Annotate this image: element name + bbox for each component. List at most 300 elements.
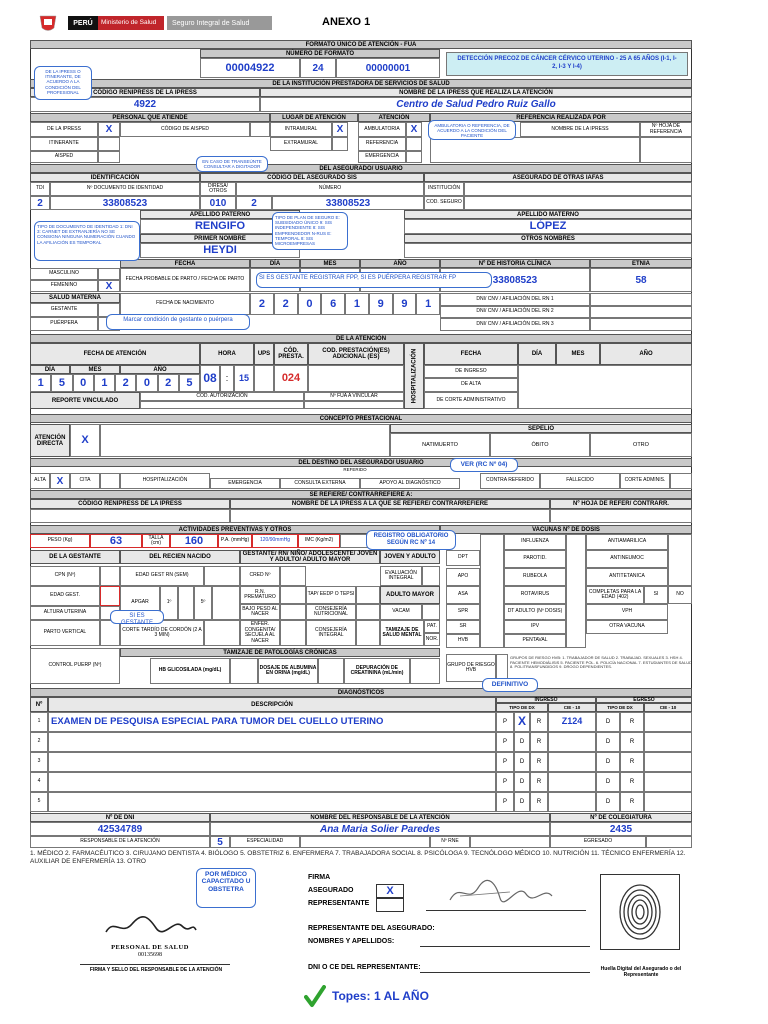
preventive-section: ACTIVIDADES PREVENTIVAS Y OTROS: [30, 525, 440, 534]
vac-antitetanica: ANTITETANICA: [586, 568, 668, 586]
attention-ambulatory: AMBULATORIA: [358, 122, 406, 137]
diag-row-egr-cie[interactable]: [644, 772, 692, 792]
diag-row-num: 1: [30, 712, 48, 732]
ver-note: VER (RC Nº 04): [450, 458, 518, 472]
diag-cie2: CIE - 10: [644, 703, 692, 712]
diag-row-cie[interactable]: [548, 772, 596, 792]
vac-spr: SPR: [446, 604, 480, 620]
diag-cie: CIE - 10: [548, 703, 596, 712]
diag-row-d: D: [514, 752, 530, 772]
diag-row-r: R: [530, 732, 548, 752]
diag-row-p: P: [496, 732, 514, 752]
rn-corte-box[interactable]: [204, 620, 240, 646]
attention-digit: 0: [136, 374, 157, 392]
diag-row-egr-d: D: [596, 792, 620, 812]
fua-link-label: Nº FUA A VINCULAR: [304, 392, 404, 401]
vac-hvb: HVB: [446, 634, 480, 648]
maternal-gestante: GESTANTE: [30, 303, 98, 317]
format-number-label: NÚMERO DE FORMATO: [200, 49, 440, 58]
diag-row-egr-cie[interactable]: [644, 792, 692, 812]
diag-rows: [30, 712, 692, 812]
table-row: [30, 772, 692, 792]
colegiatura-label: Nº DE COLEGIATURA: [550, 813, 692, 822]
diag-row-p: P: [496, 752, 514, 772]
weight-label: PESO (Kg): [30, 534, 90, 548]
burial-stillborn: NATIMUERTO: [390, 433, 490, 457]
diag-row-p: P: [496, 792, 514, 812]
auth-code-label: COD. AUTORIZACIÓN: [140, 392, 304, 401]
apgar-1: 1º: [160, 586, 178, 620]
specialty-value[interactable]: [300, 836, 430, 848]
por-medico-note: POR MÉDICO CAPACITADO U OBSTETRA: [196, 868, 256, 908]
form-title: FORMATO ÚNICO DE ATENCIÓN - FUA: [30, 40, 692, 49]
pa-value: 120/90mmHg: [252, 534, 298, 548]
joven-eval: EVALUACIÓN INTEGRAL: [380, 566, 422, 586]
destiny-support: APOYO AL DIAGNÓSTICO: [360, 478, 460, 489]
mid-nutri-box[interactable]: [356, 604, 380, 620]
hosp-alta: DE ALTA: [424, 378, 518, 392]
paternal-name: RENGIFO: [140, 219, 300, 234]
vac-rubeola: RUBEOLA: [504, 568, 566, 586]
mid-tap-box[interactable]: [356, 586, 380, 604]
sis-number: 33808523: [272, 196, 424, 210]
staff-ipress-mark[interactable]: X: [98, 122, 120, 137]
diag-row-num: 5: [30, 792, 48, 812]
diag-row-p: P: [496, 712, 514, 732]
fingerprint-caption: Huella Digital del Asegurado o del Representante: [600, 966, 682, 978]
vac-completas: COMPLETAS PARA LA EDAD (402): [586, 586, 644, 604]
hosp-values[interactable]: [518, 365, 692, 409]
attention-digit: 5: [179, 374, 200, 392]
date-col-month: MES: [300, 259, 360, 268]
first-name-label: PRIMER NOMBRE: [140, 234, 300, 243]
birth-digit: 2: [274, 293, 298, 315]
concept-space: [100, 424, 390, 457]
birth-digits: [250, 293, 440, 315]
destiny-external: CONSULTA EXTERNA: [280, 478, 360, 489]
mid-integral-box[interactable]: [356, 620, 380, 646]
joven-eval-box[interactable]: [422, 566, 440, 586]
vac-col1-boxes[interactable]: [480, 534, 504, 648]
ipress-code-label: CÓDIGO RENIPRESS DE LA IPRESS: [30, 88, 260, 97]
chronic-hb: HB GLICOSILADA (mg/dL): [150, 658, 230, 684]
program-box: DETECCIÓN PRECOZ DE CÁNCER CÉRVICO UTERINO - 25 A 65 AÑOS (I-1, I-2, I-3 Y I-4): [446, 52, 688, 76]
mid-prem: R.N. PREMATURO: [240, 586, 280, 604]
format-number-3: 00000001: [336, 58, 440, 78]
staff-label: PERSONAL QUE ATIENDE: [30, 113, 270, 122]
vac-rotavirus: ROTAVIRUS: [504, 586, 566, 604]
egresado-label: EGRESADO: [550, 836, 646, 848]
attention-hour-sep: :: [220, 365, 234, 392]
burial-label: SEPELIO: [390, 424, 692, 433]
resp-label: RESPONSABLE DE LA ATENCIÓN: [30, 836, 210, 848]
attention-emergency-box[interactable]: [406, 151, 422, 163]
vac-col2-boxes[interactable]: [566, 534, 586, 648]
diag-row-egr-d: D: [596, 772, 620, 792]
other-names-value[interactable]: [404, 243, 692, 258]
mid-cred: CRED Nº: [240, 566, 280, 586]
vaccines-section: VACUNAS Nº DE DOSIS: [440, 525, 692, 534]
attention-digit: 1: [30, 374, 51, 392]
fingerprint-box: [600, 874, 680, 950]
rn-row-1-value[interactable]: [590, 293, 692, 306]
diag-row-d-mark[interactable]: X: [514, 712, 530, 732]
mid-cred-box[interactable]: [280, 566, 306, 586]
diag-row-egr-cie[interactable]: [644, 732, 692, 752]
check-icon: [304, 985, 326, 1009]
ref-sheet-label: Nº HOJA DE REFERENCIA: [640, 122, 692, 137]
mid-bajo-box[interactable]: [280, 604, 306, 620]
diag-row-desc[interactable]: [48, 732, 496, 752]
vac-no[interactable]: NO: [668, 586, 692, 604]
vac-influenza: INFLUENZA: [504, 534, 566, 550]
weight-value: 63: [90, 534, 142, 548]
gest-cpn-box[interactable]: [100, 566, 120, 586]
sex-male: MASCULINO: [30, 268, 98, 280]
ethnic-label: ETNIA: [590, 259, 692, 268]
vac-col3-boxes[interactable]: [668, 534, 692, 586]
colegiatura-value: 2435: [550, 822, 692, 836]
diag-row-desc[interactable]: [48, 772, 496, 792]
rn-edad-box[interactable]: [204, 566, 240, 586]
hosp-col-day: DÍA: [518, 343, 556, 365]
staff-row-ipress: DE LA IPRESS: [30, 122, 98, 137]
attention-digit: 5: [51, 374, 72, 392]
rn-apgar: APGAR: [120, 586, 160, 620]
format-number-1: 00004922: [200, 58, 300, 78]
fingerprint-icon: [616, 882, 664, 942]
place-label: LUGAR DE ATENCIÓN: [270, 113, 358, 122]
cod-seguro-label: COD. SEGURO: [424, 196, 464, 210]
diag-num: Nº: [30, 697, 48, 712]
vac-dpt: DPT: [446, 550, 480, 566]
chronic-albumin: DOSAJE DE ALBUMINA EN ORINA (mg/dL): [258, 658, 318, 684]
ref-col-code: CÓDIGO RENIPRESS DE LA IPRESS: [30, 499, 230, 509]
joven-mental: TAMIZAJE DE SALUD MENTAL: [380, 620, 424, 646]
diag-row-r: R: [530, 772, 548, 792]
linked-report: REPORTE VINCULADO: [30, 392, 140, 409]
diag-row-desc[interactable]: [48, 752, 496, 772]
institution-value[interactable]: [464, 182, 692, 196]
vac-dt: DT ADULTO (Nº DOSIS): [504, 604, 566, 620]
staff-aisped-box[interactable]: [98, 151, 120, 163]
birth-digit: 6: [321, 293, 345, 315]
ref-sheet-value[interactable]: [640, 137, 692, 163]
ambulatory-note: AMBULATORIA O REFERENCIA, DE ACUERDO A LA CONDICIÓN DEL PACIENTE: [428, 120, 516, 140]
destiny-section: DEL DESTINO DEL ASEGURADO/ USUARIO: [30, 458, 692, 467]
resp-name-label: NOMBRE DEL RESPONSABLE DE LA ATENCIÓN: [210, 813, 550, 822]
gest-parto: PARTO VERTICAL: [30, 620, 100, 646]
other-names-label: OTROS NOMBRES: [404, 234, 692, 243]
rn-row-3: DNI/ CNV / AFILIACIÓN DEL RN 3: [440, 318, 590, 331]
rn-col: DEL RECIEN NACIDO: [120, 550, 240, 564]
vac-vph: VPH: [586, 604, 668, 620]
rep-dni-line: [420, 972, 590, 973]
mid-integral: CONSEJERÍA INTEGRAL: [306, 620, 356, 646]
direct-attention-mark[interactable]: X: [70, 424, 100, 457]
gest-cpn: CPN (Nº): [30, 566, 100, 586]
date-col-year: AÑO: [360, 259, 440, 268]
gest-edad-box[interactable]: [100, 586, 120, 606]
tdi-label: TDI: [30, 182, 50, 196]
hosp-col-year: AÑO: [600, 343, 692, 365]
destiny-hospital: HOSPITALIZACIÓN: [120, 473, 210, 489]
rne-value[interactable]: [470, 836, 550, 848]
birth-digit: 9: [393, 293, 417, 315]
imc-label: IMC (Kg/m2): [298, 534, 340, 548]
place-extramural-box[interactable]: [332, 137, 348, 151]
si-gestante-note: SI ES GESTANTE: [110, 610, 164, 624]
other-iafas-label: ASEGURADO DE OTRAS IAFAS: [424, 173, 692, 182]
number-label: NÚMERO: [236, 182, 424, 196]
ref-code-value[interactable]: [30, 509, 230, 523]
ref-col-name: NOMBRE DE LA IPRESS A LA QUE SE REFIERE/ CONTRARREFIERE: [230, 499, 550, 509]
destiny-cut-box[interactable]: [670, 473, 692, 489]
ipress-name: Centro de Salud Pedro Ruiz Gallo: [260, 97, 692, 112]
birth-digit: 2: [250, 293, 274, 315]
table-row: [30, 712, 692, 732]
destiny-cut: CORTE ADMINIS.: [620, 473, 670, 489]
diag-row-desc[interactable]: [48, 792, 496, 812]
stamp-caption-line: [80, 964, 230, 965]
topes-label: Topes:: [332, 989, 371, 1003]
birth-digit: 0: [298, 293, 322, 315]
height-value: 160: [170, 534, 218, 548]
insured-mark[interactable]: X: [376, 884, 404, 898]
signature-line: [426, 910, 586, 911]
diag-desc: DESCRIPCIÓN: [48, 697, 496, 712]
vac-yes[interactable]: SI: [644, 586, 668, 604]
diag-row-num: 4: [30, 772, 48, 792]
ref-name-value[interactable]: [230, 509, 550, 523]
dni-label: Nº DE DNI: [30, 813, 210, 822]
ministry-label: Ministerio de Salud: [98, 16, 164, 30]
diag-row-egr-d: D: [596, 732, 620, 752]
table-row: [30, 752, 692, 772]
joven-col: JOVEN Y ADULTO: [380, 550, 440, 564]
date-col-day: DÍA: [250, 259, 300, 268]
ref-ipress-value[interactable]: [430, 137, 640, 163]
rn-row-2: DNI/ CNV / AFILIACIÓN DEL RN 2: [440, 306, 590, 318]
identification-label: IDENTIFICACIÓN: [30, 173, 200, 182]
birth-digit: 9: [369, 293, 393, 315]
joven-vacam: VACAM: [380, 604, 422, 620]
signature-label: FIRMA: [308, 874, 331, 881]
maternal-note: Marcar condición de gestante o puérpera: [106, 314, 250, 330]
apgar-1-box[interactable]: [178, 586, 194, 620]
diag-ingreso: INGRESO: [496, 697, 596, 703]
chronic-albumin-box[interactable]: [318, 658, 344, 684]
staff-itinerant-box[interactable]: [98, 137, 120, 151]
hosp-col-month: MES: [556, 343, 600, 365]
doc-number: 33808523: [50, 196, 200, 210]
rn-edad: EDAD GEST RN (SEM): [120, 566, 204, 586]
destiny-emergency: EMERGENCIA: [210, 478, 280, 489]
egresado-value[interactable]: [646, 836, 692, 848]
ups-value[interactable]: [254, 365, 274, 392]
ipress-note: DE LA IPRESS O ITINERANTE, DE ACUERDO A LA CONDICIÓN DEL PROFESIONAL: [34, 66, 92, 100]
destiny-cita: CITA: [70, 473, 100, 489]
ipress-section: DE LA INSTITUCIÓN PRESTADORA DE SERVICIOS DE SALUD: [30, 79, 692, 88]
sis-code-label: CÓDIGO DEL ASEGURADO SIS: [200, 173, 424, 182]
diag-row-num: 3: [30, 752, 48, 772]
resp-value: 5: [210, 836, 230, 848]
cod-seguro-value[interactable]: [464, 196, 692, 210]
sex-male-box[interactable]: [98, 268, 120, 280]
hosp-col-fecha: FECHA: [424, 343, 518, 365]
dni-value: 42534789: [30, 822, 210, 836]
paternal-label: APELLIDO PATERNO: [140, 210, 300, 219]
mid-prem-box[interactable]: [280, 586, 306, 604]
vac-asa: ASA: [446, 586, 480, 604]
representative-box[interactable]: [376, 898, 404, 912]
diag-row-egr-r: R: [620, 752, 644, 772]
fua-link-value[interactable]: [304, 401, 404, 409]
place-intramural-mark[interactable]: X: [332, 122, 348, 137]
chronic-creat-box[interactable]: [410, 658, 440, 684]
joven-vacam-box[interactable]: [422, 604, 440, 620]
staff-row-aisped: AISPED: [30, 151, 98, 163]
date-col-fecha: FECHA: [120, 259, 250, 268]
chronic-hb-box[interactable]: [230, 658, 258, 684]
mid-enfer: ENFER. CONGENITA/ SECUELA AL NACER: [240, 620, 280, 646]
diag-row-cie[interactable]: [548, 752, 596, 772]
cod-adic-label: COD. PRESTACIÓN(ES) ADICIONAL (ES): [308, 343, 404, 365]
diag-egreso: EGRESO: [596, 697, 692, 703]
attention-reference-box[interactable]: [406, 137, 422, 151]
ref-sheet-value2[interactable]: [550, 509, 692, 523]
diag-row-d: D: [514, 732, 530, 752]
doc-number-label: Nº DOCUMENTO DE IDENTIDAD: [50, 182, 200, 196]
gest-puerp: CONTROL PUERP (Nº): [30, 648, 120, 684]
specialty-label: ESPECIALIDAD: [230, 836, 300, 848]
rn-row-3-value[interactable]: [590, 318, 692, 331]
attention-ambulatory-mark[interactable]: X: [406, 122, 422, 137]
attention-digits: [30, 374, 200, 392]
maternal-puerpera: PUÉRPERA: [30, 317, 98, 331]
attention-reference: REFERENCIA: [358, 137, 406, 151]
destiny-referred: REFERIDO: [343, 466, 367, 472]
apgar-5: 5º: [194, 586, 212, 620]
diag-tipo: TIPO DE DX: [496, 703, 548, 712]
sex-female-mark[interactable]: X: [98, 280, 120, 292]
attention-minute: 15: [234, 365, 254, 392]
history-label: Nº DE HISTORIA CLÍNICA: [440, 259, 590, 268]
mental-nor: NOR.: [424, 633, 440, 646]
destiny-counter: CONTRA REFERIDO: [480, 473, 540, 489]
height-label: TALLA (cm): [142, 534, 170, 548]
apgar-5-box[interactable]: [212, 586, 240, 620]
diag-row-egr-d: D: [596, 752, 620, 772]
vac-parotid: PAROTID.: [504, 550, 566, 568]
mandatory-note: REGISTRO OBLIGATORIO SEGÚN RC Nº 14: [366, 530, 456, 550]
aisped-code-value[interactable]: [250, 122, 270, 137]
vac-antiamarilica: ANTIAMARILICA: [586, 534, 668, 550]
vac-apo: APO: [446, 568, 480, 586]
vac-otra: OTRA VACUNA: [586, 620, 668, 634]
staff-row-itinerant: ITINERANTE: [30, 137, 98, 151]
diag-row-cie: Z124: [548, 712, 596, 732]
diag-row-r: R: [530, 712, 548, 732]
cod-adic-value[interactable]: [308, 365, 404, 392]
rep-insured-label: REPRESENTANTE DEL ASEGURADO:: [308, 925, 435, 932]
diag-row-cie[interactable]: [548, 792, 596, 812]
destiny-alta: ALTA: [30, 473, 50, 489]
diag-row-cie[interactable]: [548, 732, 596, 752]
peru-label: PERÚ: [68, 16, 98, 30]
rn-row-1: DNI/ CNV / AFILIACIÓN DEL RN 1: [440, 293, 590, 306]
burial-death: ÓBITO: [490, 433, 590, 457]
attn-day-label: DÍA: [30, 365, 70, 374]
first-name: HEYDI: [140, 243, 300, 258]
diag-row-egr-d: D: [596, 712, 620, 732]
ipress-code: 4922: [30, 97, 260, 112]
rn-corte: CORTE TARDÍO DE CORDÓN (2 A 3 MIN): [120, 620, 204, 646]
risk-text: GRUPOS DE RIESGO HVB: 1. TRABAJADOR DE SALUD 2. TRABAJAD. SEXUALES 3. HSH 4. PACIENTE HEMODIÁLISIS 5. PACIENTE POL. 6. POLICÍA NACIONAL 7. ESTUDIANTES DE SALUD 8. POLITRANSFUNDIDOS 9. DROGO DEPENDIENTES.: [510, 655, 692, 670]
attention-digit: 0: [73, 374, 94, 392]
vac-sr: SR: [446, 620, 480, 634]
referred-section: SE REFIERE/ CONTRARREFIERE A:: [30, 490, 692, 499]
attention-section: DE LA ATENCIÓN: [30, 334, 692, 343]
institution-label: INSTITUCIÓN: [424, 182, 464, 196]
vac-pentaval: PENTAVAL: [504, 634, 566, 648]
ups-label: UPS: [254, 343, 274, 365]
professions-list: 1. MÉDICO 2. FARMACÉUTICO 3. CIRUJANO DENTISTA 4. BIÓLOGO 5. OBSTETRIZ 6. ENFERMERA 7. TRABAJADORA SOCIAL 8. PSICÓLOGA 9. TECNÓLOGO MÉDICO 10. NUTRICIÓN 11. TÉCNICO ENFERMERÍA 12. AUXILIAR DE ENFERMERÍA 13. OTRO: [30, 850, 686, 865]
gest-edad: EDAD GEST.: [30, 586, 100, 606]
attention-date-label: FECHA DE ATENCIÓN: [30, 343, 200, 365]
destiny-alta-mark[interactable]: X: [50, 473, 70, 489]
gest-rn-col: GESTANTE/ RN/ NIÑO/ ADOLESCENTE/ JOVEN Y ADULTO/ ADULTO MAYOR: [240, 550, 380, 564]
rn-row-2-value[interactable]: [590, 306, 692, 318]
chronic-creat: DEPURACIÓN DE CREATININA (mL/min): [344, 658, 410, 684]
prest-concept: CONCEPTO PRESTACIONAL: [30, 414, 692, 423]
aisped-code-label: CÓDIGO DE AISPED: [120, 122, 250, 137]
diag-row-egr-r: R: [620, 772, 644, 792]
tdi-value: 2: [30, 196, 50, 210]
mid-tap: TAP/ EEDP O TEPSI: [306, 586, 356, 604]
attention-digit: 1: [94, 374, 115, 392]
diag-row-egr-cie[interactable]: [644, 712, 692, 732]
mid-bajo: BAJO PESO AL NACER: [240, 604, 280, 620]
vac-ipv: IPV: [504, 620, 566, 634]
rne-label: Nº RNE: [430, 836, 470, 848]
diag-row-egr-r: R: [620, 792, 644, 812]
diag-row-r: R: [530, 792, 548, 812]
format-number-2: 24: [300, 58, 336, 78]
signature-image: [440, 878, 560, 908]
vac-antineumoc: ANTINEUMOC: [586, 550, 668, 568]
attn-month-label: MES: [70, 365, 120, 374]
auth-code-value[interactable]: [140, 401, 304, 409]
history-number: 33808523: [440, 268, 590, 292]
diag-row-desc: EXAMEN DE PESQUISA ESPECIAL PARA TUMOR DEL CUELLO UTERINO: [48, 712, 496, 732]
diresa-two: 2: [236, 196, 272, 210]
diag-row-d: D: [514, 792, 530, 812]
prest-code: 024: [274, 365, 308, 392]
maternal-name: LÓPEZ: [404, 219, 692, 234]
hosp-ingreso: DE INGRESO: [424, 365, 518, 378]
annex-title: ANEXO 1: [322, 16, 371, 28]
ref-ipress-label: NOMBRE DE LA IPRESS: [520, 122, 640, 137]
birth-digit: 1: [416, 293, 440, 315]
topes-value: 1 AL AÑO: [374, 989, 429, 1003]
sis-label: Seguro Integral de Salud: [167, 16, 272, 30]
diag-row-egr-cie[interactable]: [644, 752, 692, 772]
mid-enfer-box[interactable]: [280, 620, 306, 646]
adulto-col: ADULTO MAYOR: [380, 586, 440, 604]
destiny-cita-box[interactable]: [100, 473, 120, 489]
hosp-label-text: HOSPITALIZACIÓN: [411, 348, 417, 404]
